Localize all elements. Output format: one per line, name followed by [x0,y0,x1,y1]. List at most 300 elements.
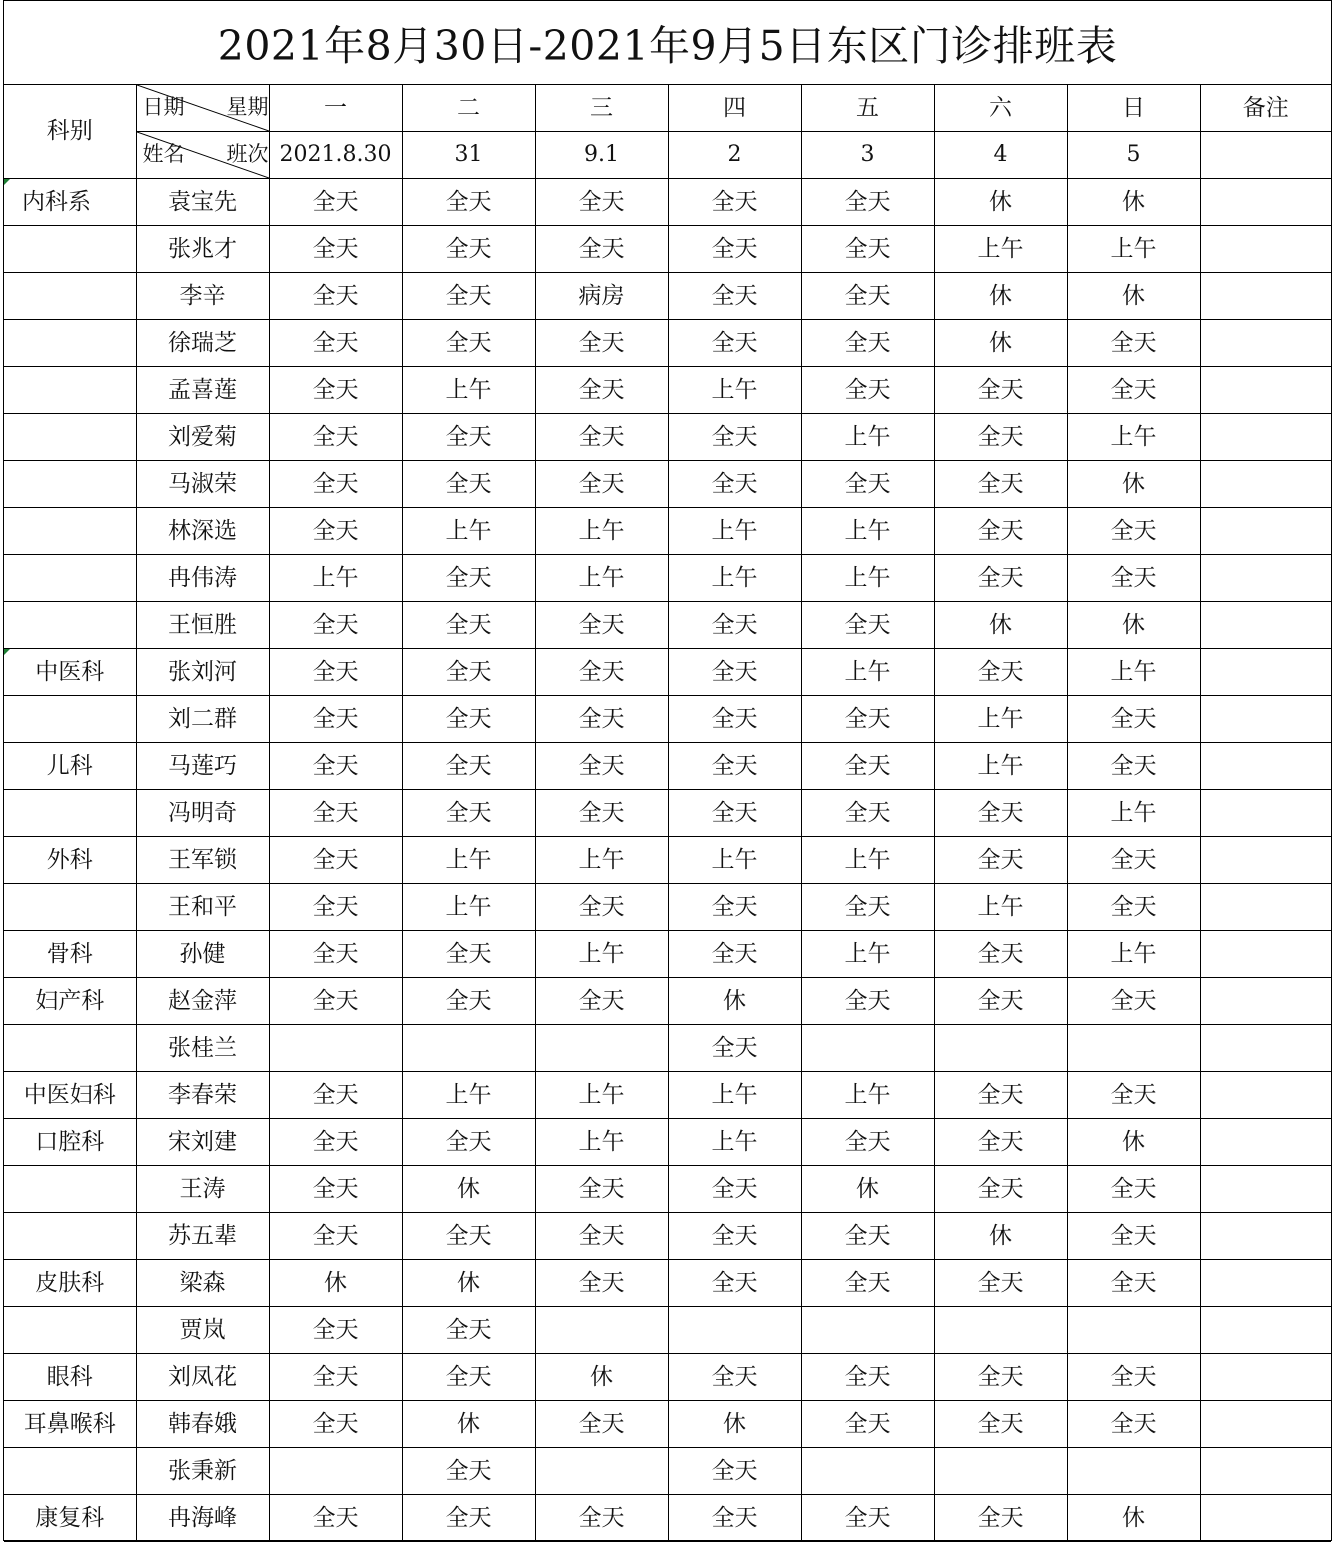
doctor-name: 冯明奇 [136,790,269,837]
dept-cell: 皮肤科 [4,1260,136,1307]
shift-cell: 全天 [402,461,535,508]
shift-cell: 上午 [934,884,1067,931]
dept-cell [4,414,136,461]
shift-cell: 全天 [535,367,668,414]
remark-cell [1200,790,1331,837]
shift-cell: 全天 [269,837,402,884]
shift-cell: 休 [934,602,1067,649]
shift-cell: 全天 [535,1495,668,1542]
shift-cell: 全天 [269,367,402,414]
shift-cell: 全天 [535,602,668,649]
shift-cell: 全天 [668,1260,801,1307]
weekday-wed: 三 [535,85,668,132]
date-label: 日期 [142,95,185,119]
comment-marker-icon [4,649,10,655]
comment-marker-icon [4,179,10,185]
doctor-name: 李辛 [136,273,269,320]
shift-cell: 全天 [801,367,934,414]
remark-cell [1200,1166,1331,1213]
shift-cell: 休 [1067,461,1200,508]
remark-cell [1200,508,1331,555]
dept-cell: 中医科 [4,649,136,696]
shift-cell: 全天 [801,273,934,320]
doctor-name: 徐瑞芝 [136,320,269,367]
schedule-row [4,1260,1331,1307]
shift-cell: 全天 [269,1495,402,1542]
shift-cell: 上午 [668,1072,801,1119]
shift-cell [269,1025,402,1072]
shift-cell: 全天 [535,884,668,931]
shift-cell: 上午 [1067,790,1200,837]
remark-cell [1200,273,1331,320]
shift-cell: 全天 [402,696,535,743]
dept-cell [4,790,136,837]
shift-cell: 全天 [269,884,402,931]
dept-cell: 骨科 [4,931,136,978]
doctor-name: 刘爱菊 [136,414,269,461]
shift-cell: 全天 [801,1119,934,1166]
dept-cell [4,508,136,555]
shift-cell: 上午 [668,1119,801,1166]
shift-cell: 上午 [801,649,934,696]
schedule-row [4,649,1331,696]
shift-cell: 全天 [801,978,934,1025]
shift-cell: 休 [1067,1495,1200,1542]
dept-cell [4,1025,136,1072]
shift-cell: 全天 [402,320,535,367]
dept-cell [4,1448,136,1495]
shift-cell [934,1025,1067,1072]
shift-cell [668,1307,801,1354]
shift-cell: 全天 [535,461,668,508]
doctor-name: 贾岚 [136,1307,269,1354]
shift-cell: 全天 [934,461,1067,508]
schedule-row [4,508,1331,555]
schedule-row [4,414,1331,461]
doctor-name: 王和平 [136,884,269,931]
date-thu: 2 [668,132,801,179]
shift-cell: 全天 [668,884,801,931]
shift-cell: 休 [402,1260,535,1307]
shift-cell: 全天 [668,790,801,837]
dept-cell: 内科系 [4,179,136,226]
schedule-row [4,273,1331,320]
dept-cell: 妇产科 [4,978,136,1025]
remark-cell [1200,414,1331,461]
shift-cell: 全天 [668,931,801,978]
shift-cell: 全天 [402,1213,535,1260]
shift-cell: 全天 [269,226,402,273]
shift-cell: 全天 [1067,884,1200,931]
shift-cell: 上午 [801,508,934,555]
schedule-row [4,837,1331,884]
schedule-row [4,1401,1331,1448]
shift-cell: 全天 [269,1072,402,1119]
shift-cell: 全天 [535,1166,668,1213]
shift-cell: 休 [934,1213,1067,1260]
shift-cell: 全天 [402,602,535,649]
shift-cell: 全天 [269,273,402,320]
shift-cell: 全天 [269,461,402,508]
dept-cell [4,1213,136,1260]
shift-cell: 全天 [402,931,535,978]
schedule-row [4,226,1331,273]
doctor-name: 张桂兰 [136,1025,269,1072]
shift-cell: 全天 [1067,1213,1200,1260]
shift-cell: 上午 [269,555,402,602]
doctor-name: 林深选 [136,508,269,555]
shift-cell: 全天 [402,790,535,837]
shift-cell: 全天 [668,179,801,226]
dept-cell: 口腔科 [4,1119,136,1166]
remark-cell [1200,884,1331,931]
shift-cell: 休 [402,1401,535,1448]
shift-cell: 全天 [801,1401,934,1448]
remark-cell [1200,1025,1331,1072]
dept-cell: 眼科 [4,1354,136,1401]
weekday-sun: 日 [1067,85,1200,132]
date-sat: 4 [934,132,1067,179]
shift-cell: 全天 [535,1260,668,1307]
shift-cell: 休 [1067,602,1200,649]
dept-cell [4,602,136,649]
remark-cell [1200,1354,1331,1401]
shift-cell [535,1448,668,1495]
shift-cell: 全天 [801,1213,934,1260]
remark-cell [1200,602,1331,649]
shift-cell: 全天 [801,1260,934,1307]
shift-cell: 全天 [269,649,402,696]
shift-cell: 全天 [801,320,934,367]
shift-cell [801,1448,934,1495]
schedule-row [4,1025,1331,1072]
schedule-row [4,884,1331,931]
remark-cell [1200,696,1331,743]
shift-cell: 全天 [801,602,934,649]
remark-cell [1200,1072,1331,1119]
shift-cell [1067,1307,1200,1354]
shift-cell: 全天 [801,1495,934,1542]
remark-cell [1200,743,1331,790]
shift-cell: 全天 [934,1495,1067,1542]
shift-cell: 全天 [402,179,535,226]
shift-cell: 上午 [535,1119,668,1166]
doctor-name: 冉伟涛 [136,555,269,602]
shift-cell: 上午 [1067,931,1200,978]
shift-cell: 全天 [934,1119,1067,1166]
shift-cell: 全天 [1067,1072,1200,1119]
shift-cell [934,1448,1067,1495]
shift-cell: 全天 [934,978,1067,1025]
date-wed: 9.1 [535,132,668,179]
shift-cell: 全天 [668,1166,801,1213]
shift-cell: 全天 [402,555,535,602]
shift-cell: 全天 [934,931,1067,978]
name-shift-header [136,132,269,179]
dept-cell [4,1307,136,1354]
shift-cell: 休 [269,1260,402,1307]
dept-cell [4,226,136,273]
shift-cell: 全天 [535,1401,668,1448]
shift-cell: 上午 [801,555,934,602]
weekday-sat: 六 [934,85,1067,132]
shift-cell: 全天 [269,414,402,461]
shift-cell [269,1448,402,1495]
schedule-row [4,1307,1331,1354]
doctor-name: 冉海峰 [136,1495,269,1542]
shift-label: 班次 [226,142,269,166]
shift-cell: 休 [934,179,1067,226]
dept-cell [4,555,136,602]
shift-cell: 病房 [535,273,668,320]
remark-cell [1200,978,1331,1025]
shift-cell: 上午 [535,508,668,555]
shift-cell: 全天 [668,273,801,320]
dept-cell [4,461,136,508]
shift-cell: 全天 [801,743,934,790]
schedule-row [4,461,1331,508]
shift-cell: 全天 [668,602,801,649]
remark-cell [1200,931,1331,978]
shift-cell [535,1025,668,1072]
shift-cell: 全天 [535,790,668,837]
shift-cell: 上午 [801,837,934,884]
dept-cell [4,1166,136,1213]
remark-cell [1200,1448,1331,1495]
remark-cell [1200,1260,1331,1307]
shift-cell: 全天 [668,1495,801,1542]
shift-cell: 全天 [535,179,668,226]
shift-cell: 全天 [269,320,402,367]
dept-cell [4,884,136,931]
remark-cell [1200,555,1331,602]
shift-cell [801,1307,934,1354]
shift-cell: 上午 [402,508,535,555]
shift-cell: 全天 [801,884,934,931]
shift-cell: 全天 [934,1401,1067,1448]
shift-cell [934,1307,1067,1354]
schedule-row [4,555,1331,602]
shift-cell: 全天 [801,696,934,743]
shift-cell: 全天 [269,1119,402,1166]
shift-cell: 全天 [402,1307,535,1354]
schedule-row [4,1213,1331,1260]
shift-cell [1067,1025,1200,1072]
remark-cell [1200,1401,1331,1448]
shift-cell: 上午 [535,931,668,978]
shift-cell: 全天 [402,273,535,320]
shift-cell [402,1025,535,1072]
shift-cell: 上午 [1067,414,1200,461]
shift-cell: 全天 [668,743,801,790]
shift-cell: 上午 [402,837,535,884]
shift-cell: 全天 [269,179,402,226]
shift-cell: 上午 [934,696,1067,743]
shift-cell: 全天 [535,649,668,696]
schedule-table [4,85,1331,1542]
shift-cell: 上午 [402,1072,535,1119]
schedule-row [4,1354,1331,1401]
shift-cell: 全天 [535,1213,668,1260]
schedule-row [4,931,1331,978]
dept-cell [4,367,136,414]
shift-cell [1067,1448,1200,1495]
header-row-weekday [4,85,1331,132]
schedule-row [4,1166,1331,1213]
week-label: 星期 [226,95,269,119]
schedule-sheet [3,0,1332,1541]
schedule-row [4,1072,1331,1119]
weekday-thu: 四 [668,85,801,132]
doctor-name: 梁森 [136,1260,269,1307]
shift-cell: 全天 [934,1354,1067,1401]
shift-cell: 休 [1067,273,1200,320]
dept-cell: 中医妇科 [4,1072,136,1119]
shift-cell: 上午 [535,555,668,602]
dept-cell [4,320,136,367]
remark-cell [1200,837,1331,884]
dept-header: 科别 [4,85,136,179]
schedule-row [4,696,1331,743]
dept-cell: 儿科 [4,743,136,790]
shift-cell: 休 [934,320,1067,367]
shift-cell: 全天 [934,414,1067,461]
shift-cell: 全天 [934,837,1067,884]
shift-cell: 全天 [535,320,668,367]
shift-cell: 全天 [1067,978,1200,1025]
shift-cell: 全天 [402,978,535,1025]
schedule-row [4,320,1331,367]
shift-cell: 休 [668,978,801,1025]
shift-cell: 上午 [668,837,801,884]
shift-cell: 全天 [269,508,402,555]
doctor-name: 王涛 [136,1166,269,1213]
shift-cell: 全天 [269,978,402,1025]
doctor-name: 王军锁 [136,837,269,884]
shift-cell: 上午 [402,884,535,931]
shift-cell: 全天 [934,649,1067,696]
shift-cell: 休 [934,273,1067,320]
doctor-name: 刘凤花 [136,1354,269,1401]
weekday-mon: 一 [269,85,402,132]
remark-cell [1200,1307,1331,1354]
dept-cell: 外科 [4,837,136,884]
shift-cell: 全天 [934,790,1067,837]
remark-cell [1200,649,1331,696]
shift-cell: 全天 [402,1119,535,1166]
shift-cell: 全天 [668,649,801,696]
shift-cell: 全天 [269,1354,402,1401]
shift-cell: 全天 [668,696,801,743]
doctor-name: 刘二群 [136,696,269,743]
shift-cell: 上午 [402,367,535,414]
remark-cell [1200,367,1331,414]
shift-cell: 全天 [269,790,402,837]
shift-cell [535,1307,668,1354]
schedule-row [4,1119,1331,1166]
doctor-name: 孙健 [136,931,269,978]
shift-cell: 上午 [668,508,801,555]
shift-cell: 全天 [269,743,402,790]
shift-cell: 休 [402,1166,535,1213]
shift-cell: 全天 [402,1495,535,1542]
schedule-row [4,1495,1331,1542]
schedule-row [4,1448,1331,1495]
doctor-name: 马淑荣 [136,461,269,508]
shift-cell [801,1025,934,1072]
dept-cell [4,696,136,743]
doctor-name: 张刘河 [136,649,269,696]
shift-cell: 全天 [269,1166,402,1213]
shift-cell: 全天 [535,696,668,743]
date-tue: 31 [402,132,535,179]
schedule-row [4,179,1331,226]
date-week-header [136,85,269,132]
name-label: 姓名 [142,142,185,166]
remark-cell [1200,1213,1331,1260]
doctor-name: 苏五辈 [136,1213,269,1260]
shift-cell: 全天 [269,1307,402,1354]
shift-cell: 全天 [934,555,1067,602]
shift-cell: 上午 [801,1072,934,1119]
shift-cell: 上午 [535,837,668,884]
shift-cell: 全天 [934,1072,1067,1119]
shift-cell: 上午 [1067,649,1200,696]
remark-cell [1200,1495,1331,1542]
shift-cell: 全天 [668,1213,801,1260]
schedule-row [4,367,1331,414]
shift-cell: 全天 [1067,508,1200,555]
date-fri: 3 [801,132,934,179]
header-row-date [4,132,1331,179]
shift-cell: 全天 [535,743,668,790]
shift-cell: 全天 [1067,743,1200,790]
shift-cell: 上午 [934,226,1067,273]
doctor-name: 王恒胜 [136,602,269,649]
shift-cell: 休 [1067,1119,1200,1166]
shift-cell: 全天 [269,931,402,978]
shift-cell: 全天 [801,226,934,273]
shift-cell: 全天 [801,790,934,837]
shift-cell: 全天 [1067,1354,1200,1401]
shift-cell: 全天 [535,226,668,273]
doctor-name: 李春荣 [136,1072,269,1119]
shift-cell: 全天 [668,414,801,461]
shift-cell: 上午 [668,367,801,414]
remark-cell [1200,226,1331,273]
shift-cell: 全天 [801,461,934,508]
shift-cell: 全天 [1067,1401,1200,1448]
shift-cell: 全天 [801,179,934,226]
shift-cell: 全天 [801,1354,934,1401]
shift-cell: 全天 [1067,837,1200,884]
shift-cell: 全天 [402,414,535,461]
shift-cell: 全天 [668,320,801,367]
shift-cell: 全天 [402,649,535,696]
shift-cell: 全天 [934,1166,1067,1213]
shift-cell: 全天 [402,1354,535,1401]
shift-cell: 休 [1067,179,1200,226]
shift-cell: 全天 [269,696,402,743]
shift-cell: 全天 [668,226,801,273]
doctor-name: 孟喜莲 [136,367,269,414]
doctor-name: 赵金萍 [136,978,269,1025]
shift-cell: 全天 [269,602,402,649]
shift-cell: 全天 [1067,696,1200,743]
schedule-row [4,602,1331,649]
shift-cell: 全天 [668,1448,801,1495]
shift-cell: 全天 [1067,367,1200,414]
